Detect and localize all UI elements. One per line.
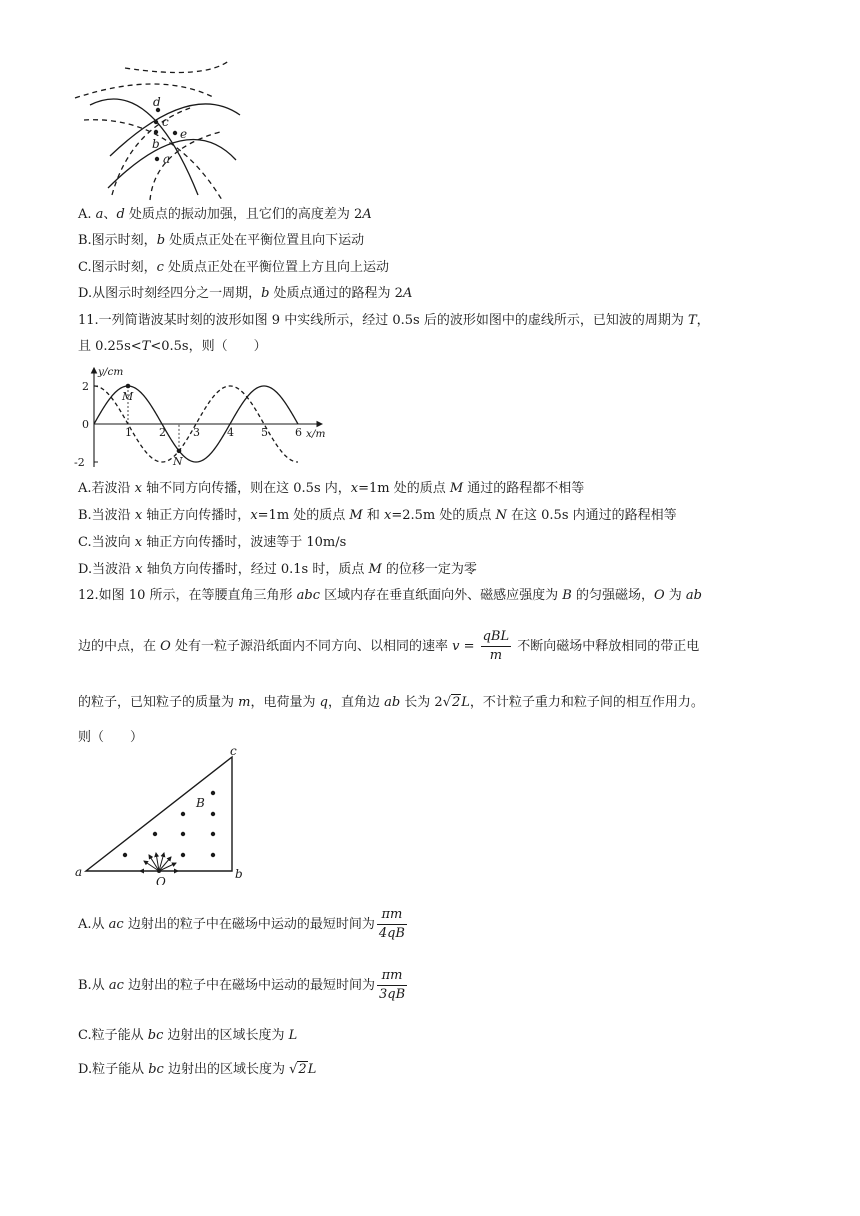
- q11-stem-line1: 11.一列简谐波某时刻的波形如图 9 中实线所示，经过 0.5s 后的波形如图中的虚线所示，已知波的周期为 T，: [78, 313, 710, 328]
- q10-option-a[interactable]: A. a、d 处质点的振动加强，且它们的高度差为 2A: [78, 207, 372, 222]
- x-tick-label: 2: [159, 426, 166, 439]
- x-tick-label: 4: [227, 426, 234, 439]
- x-axis-label: x/m: [306, 428, 326, 440]
- annotation-label-n: N: [173, 454, 183, 468]
- q12-option-d[interactable]: D.粒子能从 bc 边射出的区域长度为 √2L: [78, 1062, 317, 1077]
- q12-stem-line2: 边的中点，在 O 处有一粒子源沿纸面内不同方向、以相同的速率 v = $\frac{\text{qBL}}{m}$ 不断向磁场中释放相同的带正电: [78, 629, 700, 663]
- option-b-fraction: $\frac{\pi m}{3qB}$: [379, 968, 406, 1002]
- annotation-label-m: M: [122, 390, 134, 403]
- x-tick-label: 3: [193, 426, 200, 439]
- point-a: [155, 157, 159, 161]
- wave-interference-figure: [70, 60, 250, 205]
- q12-stem-line1: 12.如图 10 所示，在等腰直角三角形 abc 区域内存在垂直纸面向外、磁感应强度为 B 的匀强磁场，O 为 ab: [78, 588, 702, 603]
- wave-chart: [70, 362, 340, 474]
- point-label-o: O: [156, 875, 166, 885]
- q10-option-c[interactable]: C.图示时刻，c 处质点正处在平衡位置上方且向上运动: [78, 260, 390, 275]
- x-tick-label: 6: [295, 426, 302, 439]
- point-c: [154, 120, 158, 124]
- x-tick-label: 1: [125, 426, 132, 439]
- q10-option-d[interactable]: D.从图示时刻经四分之一周期，b 处质点通过的路程为 2A: [78, 286, 413, 301]
- velocity-fraction: $\frac{\text{qBL}}{m}$: [482, 629, 510, 663]
- label-b: b: [152, 137, 160, 151]
- point-n: [177, 449, 182, 454]
- origin-label: 0: [82, 418, 89, 431]
- q12-stem-line3: 的粒子，已知粒子的质量为 m，电荷量为 q，直角边 ab 长为 2√2L，不计粒子重力和粒子间的相互作用力。: [78, 695, 704, 710]
- label-a: a: [163, 152, 171, 166]
- q11-stem-line2: 且 0.25s<T<0.5s，则（ ）: [78, 339, 267, 354]
- vertex-label-a: a: [75, 865, 83, 879]
- q12-stem-line4: 则（ ）: [78, 730, 144, 745]
- point-m: [126, 384, 131, 389]
- triangle-field-figure: [70, 745, 255, 885]
- q11-option-a[interactable]: A.若波沿 x 轴不同方向传播，则在这 0.5s 内，x=1m 处的质点 M 通过的路程都不相等: [78, 481, 585, 496]
- source-point-o: [157, 869, 161, 873]
- q11-option-d[interactable]: D.当波沿 x 轴负方向传播时，经过 0.1s 时，质点 M 的位移一定为零: [78, 562, 477, 577]
- x-tick-label: 5: [261, 426, 268, 439]
- label-d: d: [153, 95, 161, 109]
- label-e: e: [180, 127, 188, 141]
- label-c: c: [162, 115, 169, 129]
- option-a-fraction: $\frac{\pi m}{4qB}$: [378, 907, 405, 941]
- y-axis-label: y/cm: [98, 366, 124, 378]
- vertex-label-b: b: [235, 867, 243, 881]
- point-e: [173, 131, 177, 135]
- vertex-label-c: c: [230, 745, 237, 758]
- q11-option-c[interactable]: C.当波向 x 轴正方向传播时，波速等于 10m/s: [78, 535, 347, 550]
- q12-option-c[interactable]: C.粒子能从 bc 边射出的区域长度为 L: [78, 1028, 298, 1043]
- q11-option-b[interactable]: B.当波沿 x 轴正方向传播时，x=1m 处的质点 M 和 x=2.5m 处的质点 N 在这 0.5s 内通过的路程相等: [78, 508, 677, 523]
- field-label-b: B: [196, 796, 205, 810]
- point-b: [154, 130, 158, 134]
- q12-option-a[interactable]: A.从 ac 边射出的粒子中在磁场中运动的最短时间为 $\frac{\pi m}{4qB}$: [78, 907, 405, 941]
- y-tick-label: -2: [74, 456, 85, 469]
- q10-option-b[interactable]: B.图示时刻，b 处质点正处在平衡位置且向下运动: [78, 233, 365, 248]
- y-tick-label: 2: [82, 380, 89, 393]
- source-arrows: [140, 853, 178, 871]
- q12-option-b[interactable]: B.从 ac 边射出的粒子中在磁场中运动的最短时间为 $\frac{\pi m}{3qB}$: [78, 968, 406, 1002]
- triangle-abc: [86, 757, 232, 871]
